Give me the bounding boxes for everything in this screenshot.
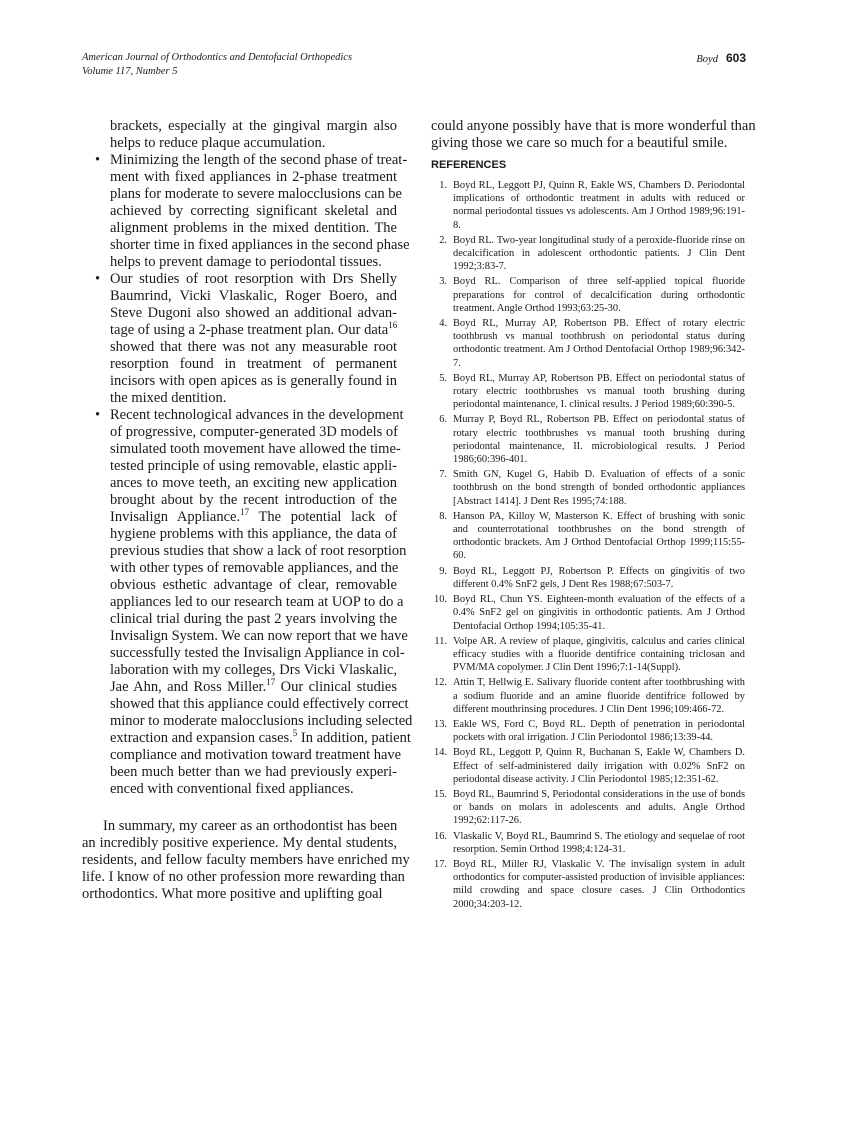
running-header [82,51,352,79]
bullet-item [82,271,397,407]
reference-number: 6. [439,414,447,426]
reference-item [431,468,745,508]
reference-item [431,413,745,466]
text-line [110,509,397,526]
reference-number: 8. [439,510,447,522]
bullet-icon: • [95,271,101,287]
reference-text: Boyd RL, Leggott PJ, Robertson P. Effects on gingivitis of two different 0.4% SnF2 gels, J Dent Res 1988;67:503-7. [453,565,745,590]
reference-text: Boyd RL, Baumrind S, Periodontal considerations in the use of bonds or bands on molars in adolescents and adults. Angle Orthod 1992;62:117-26. [453,788,745,827]
bullet-item [82,407,413,798]
text-line: the mixed dentition. [110,390,227,406]
reference-number: 3. [439,276,447,288]
text-line: successfully tested the Invisalign Appliance in col- [110,645,405,661]
text-line: residents, and fellow faculty members have enriched my [82,852,410,868]
reference-text: Boyd RL. Comparison of three self-applied topical fluoride preparations for control of decalcification during orthodontic treatment. Angle Orthod 1993;63:25-30. [453,276,745,314]
reference-item [431,234,745,274]
reference-number: 10. [434,594,447,606]
text-line: giving those we care so much for a beautiful smile. [431,135,728,151]
reference-text: Boyd RL, Leggott PJ, Quinn R, Eakle WS, Chambers D. Periodontal implications of orthodontic treatment in adults with reduced or normal periodontal tissues vs adolescents. Am J Orthod 1989;96:191-8. [453,180,745,231]
text-segment: The potential lack of [249,509,397,525]
text-line: plans for moderate to severe malocclusions can be [110,186,402,202]
text-line [110,322,397,339]
journal-title: American Journal of Orthodontics and Dentofacial Orthopedics [82,52,353,63]
journal-volume: Volume 117, Number 5 [82,66,178,77]
author-name: Boyd [696,54,718,65]
reference-number: 11. [434,635,447,647]
text-line: of progressive, computer-generated 3D models of [110,424,399,440]
text-line: clinical trial during the past 2 years involving the [110,611,397,627]
bullet-icon: • [95,407,101,423]
reference-number: 1. [439,180,447,191]
reference-item [431,593,745,633]
reference-item [431,510,745,563]
text-line [110,728,411,747]
reference-text: Boyd RL, Murray AP, Robertson PB. Effect on periodontal status of rotary electric toothbrushes vs manual tooth brushing during periodontal maintenance, I. clinical results. J Period 1989;60:390-5. [453,372,745,411]
text-line: Invisalign System. We can now report that we have [110,628,408,644]
references-heading: REFERENCES [431,159,507,171]
reference-text: Attin T, Hellwig E. Salivary fluoride content after toothbrushing with a sodium fluoride and an amine fluoride dentifrice followed by different mouthrinsing procedures. J Clin Dent 1996;109:466-72. [453,677,745,715]
text-line: ment with fixed appliances in 2-phase treatment [110,169,397,185]
reference-text: Boyd RL, Leggott P, Quinn R, Buchanan S, Eakle W, Chambers D. Effect of self-administered daily irrigation with 0.02% SnF2 on periodontal disease activity. J Clin Periodontol 1985;12:351-62. [453,747,745,785]
text-line: tested principle of using removable, elastic appli- [110,458,397,474]
reference-text: Boyd RL. Two-year longitudinal study of a peroxide-fluoride rinse on decalcification in adolescent orthodontic patients. J Clin Dent 1992;3:83-7. [453,234,745,273]
reference-text: Boyd RL, Murray AP, Robertson PB. Effect of rotary electric toothbrush vs manual toothbrush on periodontal status during orthodontic treatment. Am J Orthod Dentofacial Orthop 1989;96:342-7. [453,318,745,369]
text-line: obvious esthetic advantage of clear, removable [110,577,397,593]
reference-item [431,565,745,591]
text-line: Baumrind, Vicki Vlaskalic, Roger Boero, and [110,288,397,304]
citation-superscript: 17 [240,507,250,517]
reference-item [431,635,745,675]
reference-item [431,275,745,315]
text-line: hygiene problems with this appliance, the data of [110,526,397,542]
reference-number: 15. [434,788,447,800]
bullet-item [82,152,410,271]
text-segment: Invisalign Appliance. [110,509,241,525]
reference-number: 2. [439,234,447,246]
text-segment: Jae Ahn, and Ross Miller. [110,679,267,695]
citation-superscript: 17 [266,677,276,687]
reference-number: 13. [434,718,447,730]
reference-text: Boyd RL, Miller RJ, Vlaskalic V. The invisalign system in adult orthodontics for computer-assisted production of invisible appliances: mild crowding and space closure cases. J Clin Orthodontics 2000;34:203-12. [453,858,745,910]
text-line: In summary, my career as an orthodontist has been [103,818,398,834]
text-line: been much better than we had previously experi- [110,764,397,780]
reference-number: 12. [434,677,447,689]
text-line: brackets, especially at the gingival margin also [110,118,397,134]
reference-number: 5. [439,372,447,384]
text-line: compliance and motivation toward treatment have [110,747,402,763]
reference-item [431,317,745,370]
text-line: an incredibly positive experience. My dental students, [82,835,397,851]
text-line: appliances led to our research team at UOP to do a [110,594,404,610]
text-line: Our studies of root resorption with Drs Shelly [110,271,397,287]
text-line: life. I know of no other profession more rewarding than [82,869,405,885]
text-line: showed that there was not any measurable root [110,339,397,355]
bullet-icon: • [95,152,101,168]
text-segment: In addition, patient [297,730,411,746]
text-line: ances to move teeth, an exciting new application [110,475,397,491]
reference-number: 14. [434,747,447,759]
citation-superscript: 16 [388,320,398,330]
reference-item [431,676,745,716]
text-segment: Our clinical studies [275,679,397,695]
reference-text: Murray P, Boyd RL, Robertson PB. Effect on periodontal status of rotary electric toothbrushes vs manual tooth brushing during periodontal maintenance, II. microbiological results. J Period 1986;60:396-401. [453,414,745,466]
text-line: helps to prevent damage to periodontal tissues. [110,254,382,270]
reference-item [431,830,745,856]
text-line: Recent technological advances in the development [110,407,404,423]
summary-paragraph [82,818,410,903]
text-line [110,679,397,696]
reference-text: Smith GN, Kugel G, Habib D. Evaluation of effects of a sonic toothbrush on the bond strength of bonded orthodontic appliances [Abstract 1414]. J Dent Res 1995;74:188. [453,469,745,507]
reference-item [431,746,745,786]
page-header-right [640,51,746,67]
reference-item [431,372,745,412]
text-line: incisors with open apices as is generally found in [110,373,397,389]
text-line: showed that this appliance could effectively correct [110,696,409,712]
text-line: previous studies that show a lack of root resorption [110,543,407,559]
reference-item [431,179,745,232]
references-list [431,179,745,913]
reference-number: 7. [439,469,447,481]
text-line: Minimizing the length of the second phase of treat- [110,152,408,168]
text-line: enced with conventional fixed appliances. [110,781,354,797]
text-line: achieved by correcting significant skeletal and [110,203,397,219]
bullet-item [82,118,397,152]
text-line: orthodontics. What more positive and uplifting goal [82,886,383,902]
text-line: helps to reduce plaque accumulation. [110,135,326,151]
text-line: could anyone possibly have that is more wonderful than [431,118,756,134]
text-line: with other types of removable appliances, and the [110,560,399,576]
reference-text: Volpe AR. A review of plaque, gingivitis, calculus and caries clinical efficacy studies with a fluoride dentifrice containing triclosan and PVM/MA copolymer. J Clin Dent 1996;7:1-14(Suppl). [453,635,745,674]
reference-number: 17. [434,858,447,870]
right-column-continuation [431,118,756,152]
text-line: shorter time in fixed appliances in the second phase [110,237,410,253]
reference-text: Eakle WS, Ford C, Boyd RL. Depth of penetration in periodontal pockets with oral irrigation. J Clin Periodontol 1986;13:39-44. [453,718,745,744]
reference-number: 16. [434,830,447,842]
text-line: laboration with my colleges, Drs Vicki Vlaskalic, [110,662,397,678]
text-line: resorption found in treatment of permanent [110,356,397,372]
text-line: alignment problems in the mixed dentition. The [110,220,397,236]
reference-item [431,718,745,744]
reference-item [431,788,745,828]
text-line: simulated tooth movement have allowed the time- [110,441,401,457]
left-column-bullets [82,118,413,798]
text-line: brought about by the recent introduction of the [110,492,397,508]
reference-text: Vlaskalic V, Boyd RL, Baumrind S. The etiology and sequelae of root resorption. Semin Orthod 1998;4:124-31. [453,830,745,855]
reference-number: 9. [439,565,447,577]
text-segment: extraction and expansion cases. [110,730,293,746]
page-number: 603 [725,51,746,65]
reference-number: 4. [439,318,447,330]
text-line: Steve Dugoni also showed an additional advan- [110,305,397,321]
reference-text: Hanson PA, Killoy W, Masterson K. Effect of brushing with sonic and counterrotational toothbrushes on the bond strength of orthodontic brackets. Am J Orthod Dentofacial Orthop 1999;115:55-60. [453,510,745,562]
reference-text: Boyd RL, Chun YS. Eighteen-month evaluation of the effects of a 0.4% SnF2 gel on gingivitis in orthodontic patients. Am J Orthod Dentofacial Orthop 1994;105:35-41. [453,594,745,632]
citation-superscript: 5 [292,728,298,738]
text-segment: tage of using a 2-phase treatment plan. Our data [110,322,389,338]
reference-item [431,858,745,911]
text-line: minor to moderate malocclusions including selected [110,713,413,729]
